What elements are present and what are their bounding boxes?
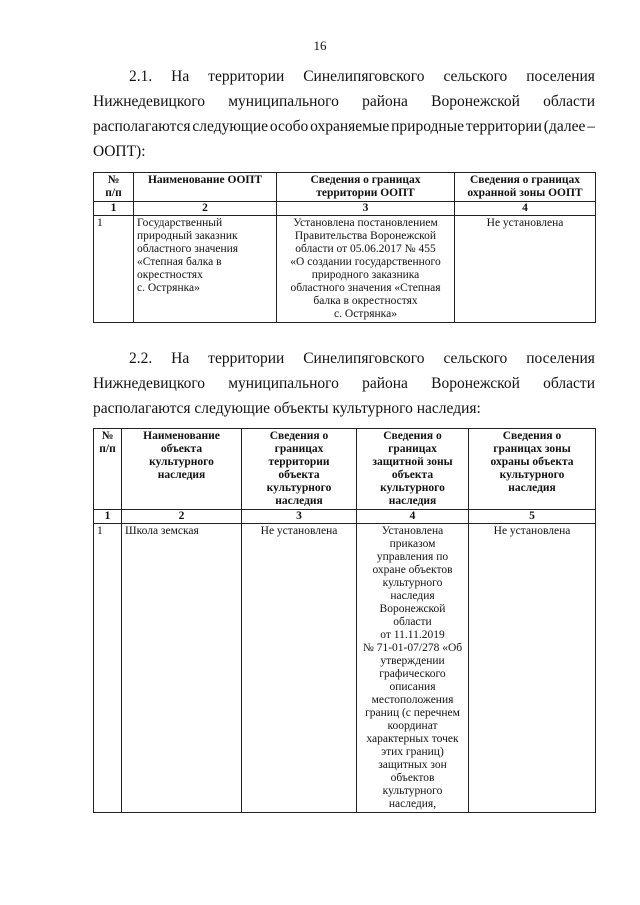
section-2-1-paragraph (93, 64, 595, 164)
column-number: 2 (122, 510, 242, 524)
word: района (362, 93, 408, 110)
table-row (94, 216, 596, 323)
column-header: № п/п (94, 429, 122, 510)
word: располагаются (93, 118, 191, 135)
paragraph-line (93, 64, 595, 89)
column-header: № п/п (94, 173, 134, 202)
word: территории (465, 118, 542, 135)
word: Синелипяговского (303, 68, 425, 85)
word: сельского (443, 350, 508, 367)
column-number: 3 (277, 202, 455, 216)
column-number: 3 (242, 510, 357, 524)
word: поселения (526, 350, 595, 367)
column-number: 4 (357, 510, 469, 524)
word: Нижнедевицкого (93, 93, 206, 110)
word: Воронежской (431, 93, 520, 110)
oopt-name-cell: Государственный природный заказник областного значения «Степная балка в окрестностях с. Острянка» (134, 216, 277, 323)
heritage-name-cell: Школа земская (122, 524, 242, 813)
column-number: 1 (94, 510, 122, 524)
paragraph-line (93, 89, 595, 114)
word: муниципального (228, 93, 339, 110)
page-number: 16 (313, 38, 327, 53)
column-number: 2 (134, 202, 277, 216)
word: На (171, 68, 190, 85)
column-header: Наименование ООПТ (134, 173, 277, 202)
word: муниципального (228, 375, 339, 392)
word: области (543, 93, 595, 110)
word: территории (208, 350, 285, 367)
column-header: Сведения о границах охранной зоны ООПТ (455, 173, 596, 202)
territory-boundaries-cell: Установлена постановлением Правительства Воронежской области от 05.06.2017 № 455 «О создании государственного природного заказника областного значения «Степная балка в окрестностях с. Острянка» (277, 216, 455, 323)
word: Воронежской (431, 375, 520, 392)
word: охраняемые (310, 118, 390, 135)
row-number-cell: 1 (94, 524, 122, 813)
territory-boundaries-cell: Не установлена (242, 524, 357, 813)
word: области (543, 375, 595, 392)
word: следующие (192, 118, 269, 135)
word: сельского (443, 68, 508, 85)
section-2-2-paragraph (93, 346, 595, 421)
word: Синелипяговского (303, 350, 425, 367)
protective-zone-cell: Установлена приказом управления по охране объектов культурного наследия Воронежской области от 11.11.2019 № 71-01-07/278 «Об утверждении графического описания местоположения границ (с перечнем координат характерных точек этих границ) защитных зон объектов культурного наследия, (357, 524, 469, 813)
paragraph-line (93, 371, 595, 396)
table-header-row (94, 429, 596, 510)
word: – (587, 118, 595, 135)
column-header: Сведения о границах территории объекта культурного наследия (242, 429, 357, 510)
word: особо (269, 118, 309, 135)
column-number: 5 (469, 510, 596, 524)
column-header: Сведения о границах территории ООПТ (277, 173, 455, 202)
word: поселения (526, 68, 595, 85)
column-header: Наименование объекта культурного наследия (122, 429, 242, 510)
paragraph-line (93, 346, 595, 371)
oopt-table (93, 172, 596, 323)
paragraph-line: ООПТ): (93, 143, 146, 160)
protection-zone-cell: Не установлена (455, 216, 596, 323)
column-number: 1 (94, 202, 134, 216)
column-header: Сведения о границах зоны охраны объекта культурного наследия (469, 429, 596, 510)
table-row (94, 524, 596, 813)
protection-zone-cell: Не установлена (469, 524, 596, 813)
column-number-row (94, 202, 596, 216)
row-number-cell: 1 (94, 216, 134, 323)
word: 2.1. (129, 68, 153, 85)
word: территории (208, 68, 285, 85)
word: (далее (543, 118, 586, 135)
column-header: Сведения о границах защитной зоны объекта культурного наследия (357, 429, 469, 510)
word: природные (391, 118, 464, 135)
word: На (171, 350, 190, 367)
column-number-row (94, 510, 596, 524)
column-number: 4 (455, 202, 596, 216)
paragraph-line (93, 114, 595, 139)
word: 2.2. (129, 350, 153, 367)
word: района (362, 375, 408, 392)
word: Нижнедевицкого (93, 375, 206, 392)
paragraph-line: располагаются следующие объекты культурного наследия: (93, 400, 481, 417)
table-header-row (94, 173, 596, 202)
cultural-heritage-table (93, 428, 596, 813)
